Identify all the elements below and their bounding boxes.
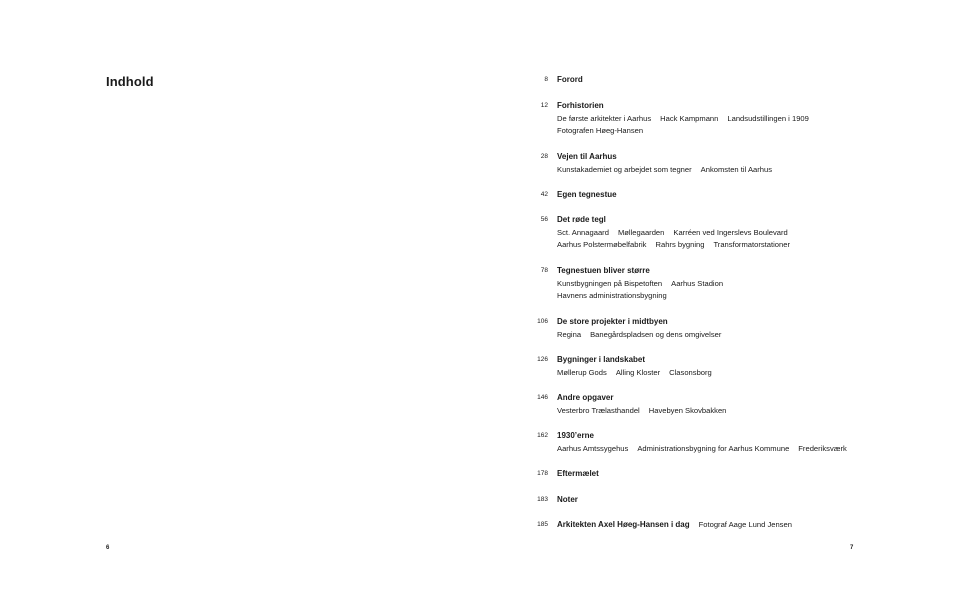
toc-subsection: Transformatorstationer [713,240,790,250]
toc-page-number: 28 [540,153,548,160]
toc-subsection-line [557,367,877,380]
page-title: Indhold [106,74,154,89]
toc-subsection: Havnens administrationsbygning [557,291,667,301]
toc-page-number: 106 [537,318,548,325]
toc-subsection: Fotografen Høeg-Hansen [557,126,644,136]
toc-title-line [557,100,877,113]
toc-chapter-title: Forord [557,75,583,84]
toc-subsections [557,164,877,177]
toc-subsection: Ankomsten til Aarhus [700,164,773,174]
toc-chapter-title: Arkitekten Axel Høeg-Hansen i dag [557,520,690,529]
toc-page-number: 146 [537,394,548,401]
toc-title-line [557,494,877,507]
toc-page-number: 8 [544,76,548,83]
toc-subsection: Møllerup Gods [557,367,607,377]
toc-subsection: Sct. Annagaard [557,227,609,237]
toc-subsection: Karréen ved Ingerslevs Boulevard [673,227,788,237]
toc-title-line [557,214,877,227]
toc-page-number: 56 [540,216,548,223]
toc-subsections [557,278,877,303]
toc-subsection: Kunstakademiet og arbejdet som tegner [557,164,692,174]
toc-subsection: Aarhus Polstermøbelfabrik [557,240,647,250]
toc-subsection-line [557,290,877,303]
toc-subsection: Alling Kloster [615,367,661,377]
toc-subsection: Landsudstillingen i 1909 [727,113,809,123]
toc-subsection: Administrationsbygning for Aarhus Kommune [637,443,790,453]
toc-subsections [557,113,877,138]
toc-subsections [557,405,877,418]
toc-subsection-line [557,113,877,126]
toc-page-number: 42 [540,191,548,198]
toc-chapter-title: Andre opgaver [557,393,614,402]
toc-page-number: 185 [537,521,548,528]
toc-subsection-line [557,405,877,418]
toc-page-number: 12 [540,102,548,109]
toc-chapter-title: Noter [557,495,578,504]
toc-subsections [557,227,877,252]
toc-subsection: Vesterbro Trælasthandel [557,405,640,415]
toc-title-line [557,265,877,278]
toc-subsection: Møllegaarden [617,227,665,237]
toc-subsection-line [557,125,877,138]
toc-subsections [557,443,877,456]
toc-chapter-title: Tegnestuen bliver større [557,266,650,275]
toc-subsection: Kunstbygningen på Bispetoften [557,278,663,288]
toc-subsection-line [557,278,877,291]
toc-chapter-title: Vejen til Aarhus [557,152,617,161]
toc-title-line [557,74,877,87]
toc-page-number: 162 [537,432,548,439]
toc-title-line [557,151,877,164]
toc-page-number: 78 [540,267,548,274]
toc-title-line [557,189,877,202]
toc-subsection: Clasonsborg [669,367,712,377]
toc-subsection-line [557,239,877,252]
toc-subsection: Fotograf Aage Lund Jensen [698,520,792,529]
toc-title-line [557,430,877,443]
toc-title-line [557,392,877,405]
toc-subsection: De første arkitekter i Aarhus [557,113,652,123]
toc-subsection: Frederiksværk [798,443,847,453]
toc-title-line [557,316,877,329]
toc-page-number: 183 [537,496,548,503]
toc-subsection: Hack Kampmann [660,113,719,123]
toc-chapter-title: Egen tegnestue [557,190,617,199]
right-page [480,0,960,596]
toc-chapter-title: Eftermælet [557,469,599,478]
toc-chapter-title: 1930’erne [557,431,594,440]
toc-chapter-title: De store projekter i midtbyen [557,317,668,326]
toc-subsection-line [557,164,877,177]
toc-subsection: Rahrs bygning [655,240,705,250]
toc-subsection: Regina [557,329,582,339]
toc-subsection: Banegårdspladsen og dens omgivelser [590,329,722,339]
toc-subsections [557,329,877,342]
toc-subsection: Havebyen Skovbakken [648,405,727,415]
toc-chapter-title: Bygninger i landskabet [557,355,646,364]
toc-subsection: Aarhus Amtssygehus [557,443,629,453]
toc-subsection-line [557,329,877,342]
toc-title-line [557,354,877,367]
page-number-right: 7 [850,545,854,551]
toc-chapter-title: Forhistorien [557,101,604,110]
toc-page-number: 126 [537,356,548,363]
toc-page-number: 178 [537,470,548,477]
toc-title-line [557,519,877,532]
toc-subsections [557,367,877,380]
toc-subsection-line [557,227,877,240]
toc-chapter-title: Det røde tegl [557,215,606,224]
page-number-left: 6 [106,545,110,551]
toc-subsection-line [557,443,877,456]
toc-subsection: Aarhus Stadion [671,278,724,288]
toc-title-line [557,468,877,481]
